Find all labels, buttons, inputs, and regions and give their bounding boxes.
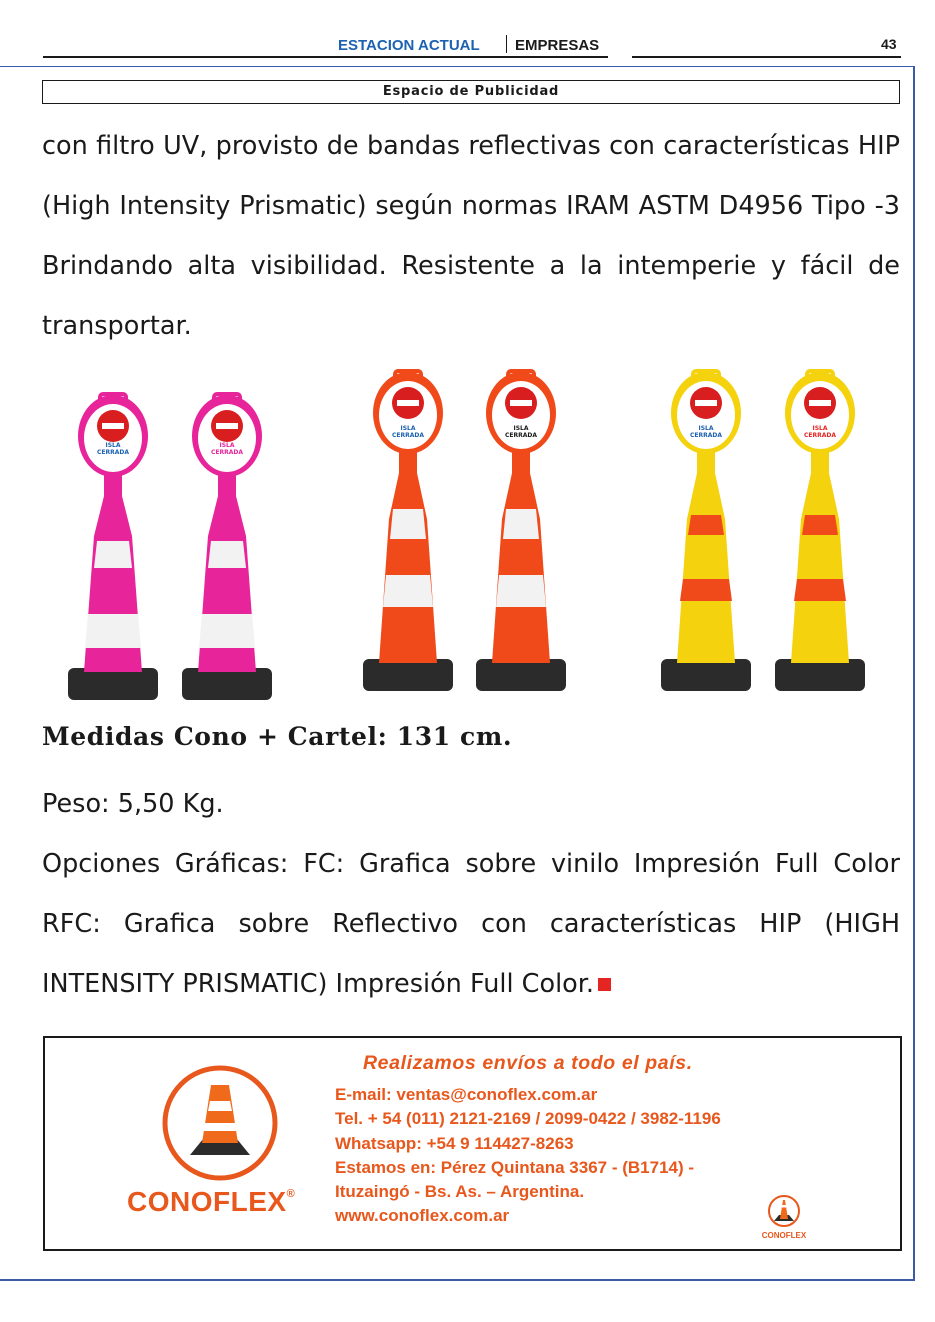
page-frame-bottom bbox=[0, 1279, 915, 1281]
page-frame-right bbox=[913, 66, 915, 1281]
page-frame-top bbox=[0, 66, 915, 67]
small-cone-logo-icon bbox=[749, 1191, 819, 1243]
yellow-cone-2 bbox=[775, 371, 865, 691]
sign-text: ISLA bbox=[219, 442, 235, 449]
ad-address-line1: Estamos en: Pérez Quintana 3367 - (B1714) - bbox=[335, 1157, 695, 1177]
ad-email: E-mail: ventas@conoflex.com.ar bbox=[335, 1085, 598, 1104]
sign-text: CERRADA bbox=[504, 432, 538, 439]
product-specs bbox=[42, 774, 900, 1014]
product-measures-heading: Medidas Cono + Cartel: 131 cm. bbox=[42, 722, 513, 751]
header-rule-left bbox=[43, 56, 608, 58]
sign-text: ISLA bbox=[812, 425, 828, 432]
sign-text: ISLA bbox=[513, 425, 529, 432]
ad-website: www.conoflex.com.ar bbox=[335, 1206, 510, 1226]
end-of-article-marker bbox=[598, 978, 611, 991]
yellow-cone-1 bbox=[661, 371, 751, 691]
weight-text: Peso: 5,50 Kg. bbox=[42, 789, 224, 819]
pink-cone-2 bbox=[182, 394, 272, 700]
sign-text: ISLA bbox=[698, 425, 714, 432]
ad-space-label: Espacio de Publicidad bbox=[382, 84, 560, 99]
sign-text: CERRADA bbox=[96, 449, 130, 456]
ad-space-banner bbox=[42, 80, 900, 104]
sign-text: ISLA bbox=[400, 425, 416, 432]
ad-whatsapp: Whatsapp: +54 9 114427-8263 bbox=[335, 1133, 574, 1153]
ad-contact-block bbox=[335, 1083, 721, 1229]
small-brand-text: CONOFLEX bbox=[761, 1231, 807, 1240]
orange-cone-1 bbox=[363, 371, 453, 691]
ad-phone: Tel. + 54 (011) 2121-2169 / 2099-0422 / 3982-1196 bbox=[335, 1109, 721, 1129]
body-paragraph: con filtro UV, provisto de bandas reflectivas con características HIP (High Intensity Prismatic) según normas IRAM ASTM D4956 Tipo -3 Brindando alta visibilidad. Resistente a la intemperie y fácil de transportar. bbox=[42, 131, 900, 341]
sign-text: ISLA bbox=[105, 442, 121, 449]
sign-text: CERRADA bbox=[391, 432, 425, 439]
sign-text: CERRADA bbox=[210, 449, 244, 456]
graphic-options-text bbox=[42, 834, 900, 1014]
section-title: ESTACION ACTUAL bbox=[338, 37, 480, 54]
page-number: 43 bbox=[881, 36, 897, 52]
cone-products-photo bbox=[55, 366, 905, 706]
header-separator bbox=[506, 35, 507, 53]
sign-text: CERRADA bbox=[689, 432, 723, 439]
orange-cone-2 bbox=[476, 371, 566, 691]
ad-address-line2: Ituzaingó - Bs. As. – Argentina. bbox=[335, 1182, 585, 1202]
header-rule-right bbox=[632, 56, 901, 58]
subsection-title: EMPRESAS bbox=[515, 37, 600, 54]
sign-text: CERRADA bbox=[803, 432, 837, 439]
registered-mark: ® bbox=[286, 1188, 296, 1200]
cone-logo-icon bbox=[160, 1063, 280, 1183]
graphic-options-content: Opciones Gráficas: FC: Grafica sobre vinilo Impresión Full Color RFC: Grafica sobre Reflectivo con características HIP (HIGH INTENSITY PRISMATIC) Impresión Full Color. bbox=[42, 849, 900, 999]
pink-cone-1 bbox=[68, 394, 158, 700]
conoflex-advertisement bbox=[43, 1036, 902, 1251]
brand-name bbox=[127, 1186, 295, 1218]
ad-headline: Realizamos envíos a todo el país. bbox=[363, 1052, 693, 1074]
brand-text: CONOFLEX bbox=[127, 1186, 287, 1217]
